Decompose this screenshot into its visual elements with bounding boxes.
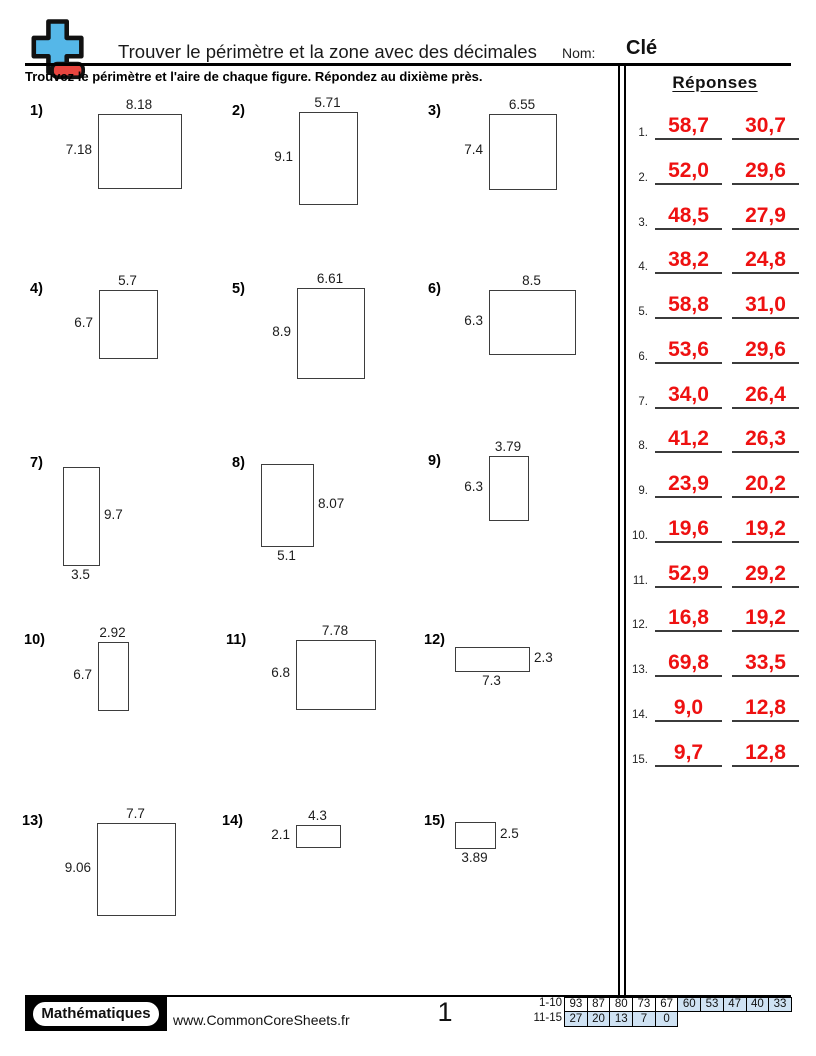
answer-number: 3.: [638, 216, 648, 229]
answer-row: [620, 739, 810, 767]
score-cell: 0: [655, 1011, 679, 1027]
instruction-text: Trouvez le périmètre et l'aire de chaque figure. Répondez au dixième près.: [25, 69, 483, 84]
answer-perimeter-value: 33,5: [732, 649, 799, 677]
dimension-label-right: 2.3: [534, 649, 553, 665]
answer-row: [620, 470, 810, 498]
rectangle-shape: [97, 823, 176, 916]
answer-number: 11.: [632, 574, 648, 587]
dimension-label-top: 5.71: [314, 95, 341, 110]
answer-number: 9.: [638, 485, 648, 497]
problem-number: 14): [222, 813, 243, 829]
answer-perimeter-value: 29,6: [732, 336, 799, 364]
dimension-label-right: 9.7: [104, 506, 123, 522]
problem-number: 5): [232, 281, 245, 297]
dimension-label-left: 9.06: [64, 859, 91, 875]
rectangle-shape: [455, 647, 530, 672]
brand-box: [25, 996, 167, 1031]
dimension-label-left: 9.1: [274, 148, 293, 164]
website-link[interactable]: www.CommonCoreSheets.fr: [173, 1012, 350, 1028]
name-label: Nom:: [562, 45, 596, 61]
dimension-label-right: 2.5: [500, 825, 519, 841]
answer-area-value: 34,0: [655, 381, 722, 409]
answer-area-value: 9,0: [655, 694, 722, 722]
problem-number: 4): [30, 281, 43, 297]
answer-row: [620, 515, 810, 543]
answer-perimeter-value: 19,2: [732, 604, 799, 632]
score-range-label: 1-10: [538, 997, 562, 1009]
score-cell: 40: [746, 997, 770, 1013]
answer-perimeter-value: 20,2: [732, 470, 799, 498]
rectangle-shape: [63, 467, 100, 566]
score-cell: 87: [587, 997, 611, 1013]
answer-area-value: 38,2: [655, 246, 722, 274]
score-cell: 13: [609, 1011, 633, 1027]
problem-number: 3): [428, 103, 441, 119]
rectangle-shape: [98, 114, 182, 189]
score-cell: 7: [632, 1011, 656, 1027]
rectangle-shape: [489, 456, 529, 521]
answer-perimeter-value: 27,9: [732, 202, 799, 230]
dimension-label-left: 6.3: [464, 478, 483, 494]
answer-row: [620, 694, 810, 722]
dimension-label-left: 6.7: [73, 666, 92, 682]
score-row: [565, 997, 792, 1013]
answer-area-value: 9,7: [655, 739, 722, 767]
problem-number: 15): [424, 813, 445, 829]
score-cell: 60: [677, 997, 701, 1013]
problem-number: 8): [232, 455, 245, 471]
answer-row: [620, 381, 810, 409]
problem-number: 7): [30, 455, 43, 471]
answer-row: [620, 425, 810, 453]
dimension-label-bottom: 3.5: [71, 567, 90, 582]
score-cell: 27: [564, 1011, 588, 1027]
answer-number: 1.: [638, 127, 648, 139]
answer-area-value: 52,9: [655, 560, 722, 588]
dimension-label-left: 6.7: [74, 314, 93, 330]
dimension-label-top: 6.55: [508, 97, 536, 112]
answer-perimeter-value: 31,0: [732, 291, 799, 319]
answer-area-value: 41,2: [655, 425, 722, 453]
answer-perimeter-value: 29,6: [732, 157, 799, 185]
dimension-label-left: 7.18: [65, 141, 92, 157]
answers-title: Réponses: [672, 73, 758, 92]
dimension-label-right: 8.07: [318, 495, 345, 511]
answer-perimeter-value: 12,8: [732, 739, 799, 767]
answer-row: [620, 157, 810, 185]
problem-number: 2): [232, 103, 245, 119]
answer-key-badge: Clé: [626, 37, 658, 59]
rectangle-shape: [99, 290, 158, 359]
score-cell: 20: [587, 1011, 611, 1027]
answer-row: [620, 112, 810, 140]
problem-number: 9): [428, 453, 441, 469]
rectangle-shape: [489, 114, 557, 190]
answer-perimeter-value: 26,3: [732, 425, 799, 453]
score-range-label: 11-15: [533, 1011, 562, 1024]
answer-perimeter-value: 12,8: [732, 694, 799, 722]
dimension-label-bottom: 5.1: [277, 548, 296, 563]
answer-row: [620, 202, 810, 230]
dimension-label-left: 2.1: [271, 826, 290, 842]
answer-number: 2.: [638, 171, 648, 184]
answer-perimeter-value: 19,2: [732, 515, 799, 543]
brand-badge: Mathématiques: [31, 1000, 160, 1028]
problem-number: 10): [24, 632, 45, 648]
answer-number: 4.: [638, 261, 648, 274]
answer-perimeter-value: 26,4: [732, 381, 799, 409]
rectangle-shape: [98, 642, 129, 711]
dimension-label-top: 8.5: [522, 273, 541, 288]
answer-area-value: 69,8: [655, 649, 722, 677]
dimension-label-top: 2.92: [99, 625, 126, 640]
problem-number: 11): [226, 632, 247, 648]
problem-number: 13): [22, 813, 43, 829]
answer-row: [620, 291, 810, 319]
dimension-label-top: 7.78: [321, 623, 349, 638]
rectangle-shape: [455, 822, 496, 849]
answer-perimeter-value: 29,2: [732, 560, 799, 588]
score-cell: 93: [564, 997, 588, 1013]
dimension-label-top: 5.7: [118, 273, 137, 288]
answer-row: [620, 246, 810, 274]
score-cell: 53: [700, 997, 724, 1013]
problem-number: 6): [428, 281, 441, 297]
problem-number: 12): [424, 632, 445, 648]
dimension-label-bottom: 7.3: [482, 673, 501, 688]
answer-number: 15.: [632, 753, 648, 766]
score-cell: 73: [632, 997, 656, 1013]
answer-area-value: 48,5: [655, 202, 722, 230]
answer-number: 5.: [638, 306, 648, 318]
answer-number: 8.: [638, 440, 648, 453]
answer-number: 14.: [632, 708, 648, 721]
answer-area-value: 23,9: [655, 470, 722, 498]
header-divider-line: [25, 63, 791, 66]
dimension-label-left: 7.4: [464, 142, 483, 157]
answer-number: 10.: [632, 529, 648, 542]
answer-area-value: 16,8: [655, 604, 722, 632]
answer-number: 12.: [632, 619, 648, 632]
page-title: Trouver le périmètre et la zone avec des décimales: [118, 41, 537, 62]
dimension-label-top: 8.18: [125, 97, 153, 112]
rectangle-shape: [296, 640, 376, 710]
answer-number: 7.: [638, 395, 648, 408]
score-cell: 67: [655, 997, 679, 1013]
rectangle-shape: [297, 288, 365, 379]
dimension-label-left: 6.3: [464, 312, 483, 328]
answer-row: [620, 649, 810, 677]
answer-perimeter-value: 24,8: [732, 246, 799, 274]
dimension-label-top: 6.61: [316, 271, 344, 286]
rectangle-shape: [261, 464, 314, 547]
page-number: 1: [437, 997, 453, 1027]
score-cell: 47: [723, 997, 747, 1013]
answer-area-value: 58,8: [655, 291, 722, 319]
dimension-label-top: 4.3: [308, 808, 327, 823]
score-row: [565, 1011, 678, 1027]
rectangle-shape: [299, 112, 358, 205]
problem-number: 1): [30, 103, 43, 119]
answer-number: 13.: [632, 664, 648, 676]
answer-row: [620, 560, 810, 588]
answer-number: 6.: [638, 350, 648, 363]
dimension-label-left: 8.9: [272, 323, 291, 339]
answer-area-value: 52,0: [655, 157, 722, 185]
answer-row: [620, 336, 810, 364]
dimension-label-left: 6.8: [271, 665, 290, 680]
answer-area-value: 58,7: [655, 112, 722, 140]
answer-area-value: 53,6: [655, 336, 722, 364]
rectangle-shape: [489, 290, 576, 355]
answer-row: [620, 604, 810, 632]
answer-perimeter-value: 30,7: [732, 112, 799, 140]
dimension-label-bottom: 3.89: [461, 850, 488, 865]
score-cell: 80: [609, 997, 633, 1013]
answer-area-value: 19,6: [655, 515, 722, 543]
dimension-label-top: 3.79: [494, 439, 522, 454]
rectangle-shape: [296, 825, 341, 848]
score-cell: 33: [768, 997, 792, 1013]
dimension-label-top: 7.7: [126, 806, 145, 821]
